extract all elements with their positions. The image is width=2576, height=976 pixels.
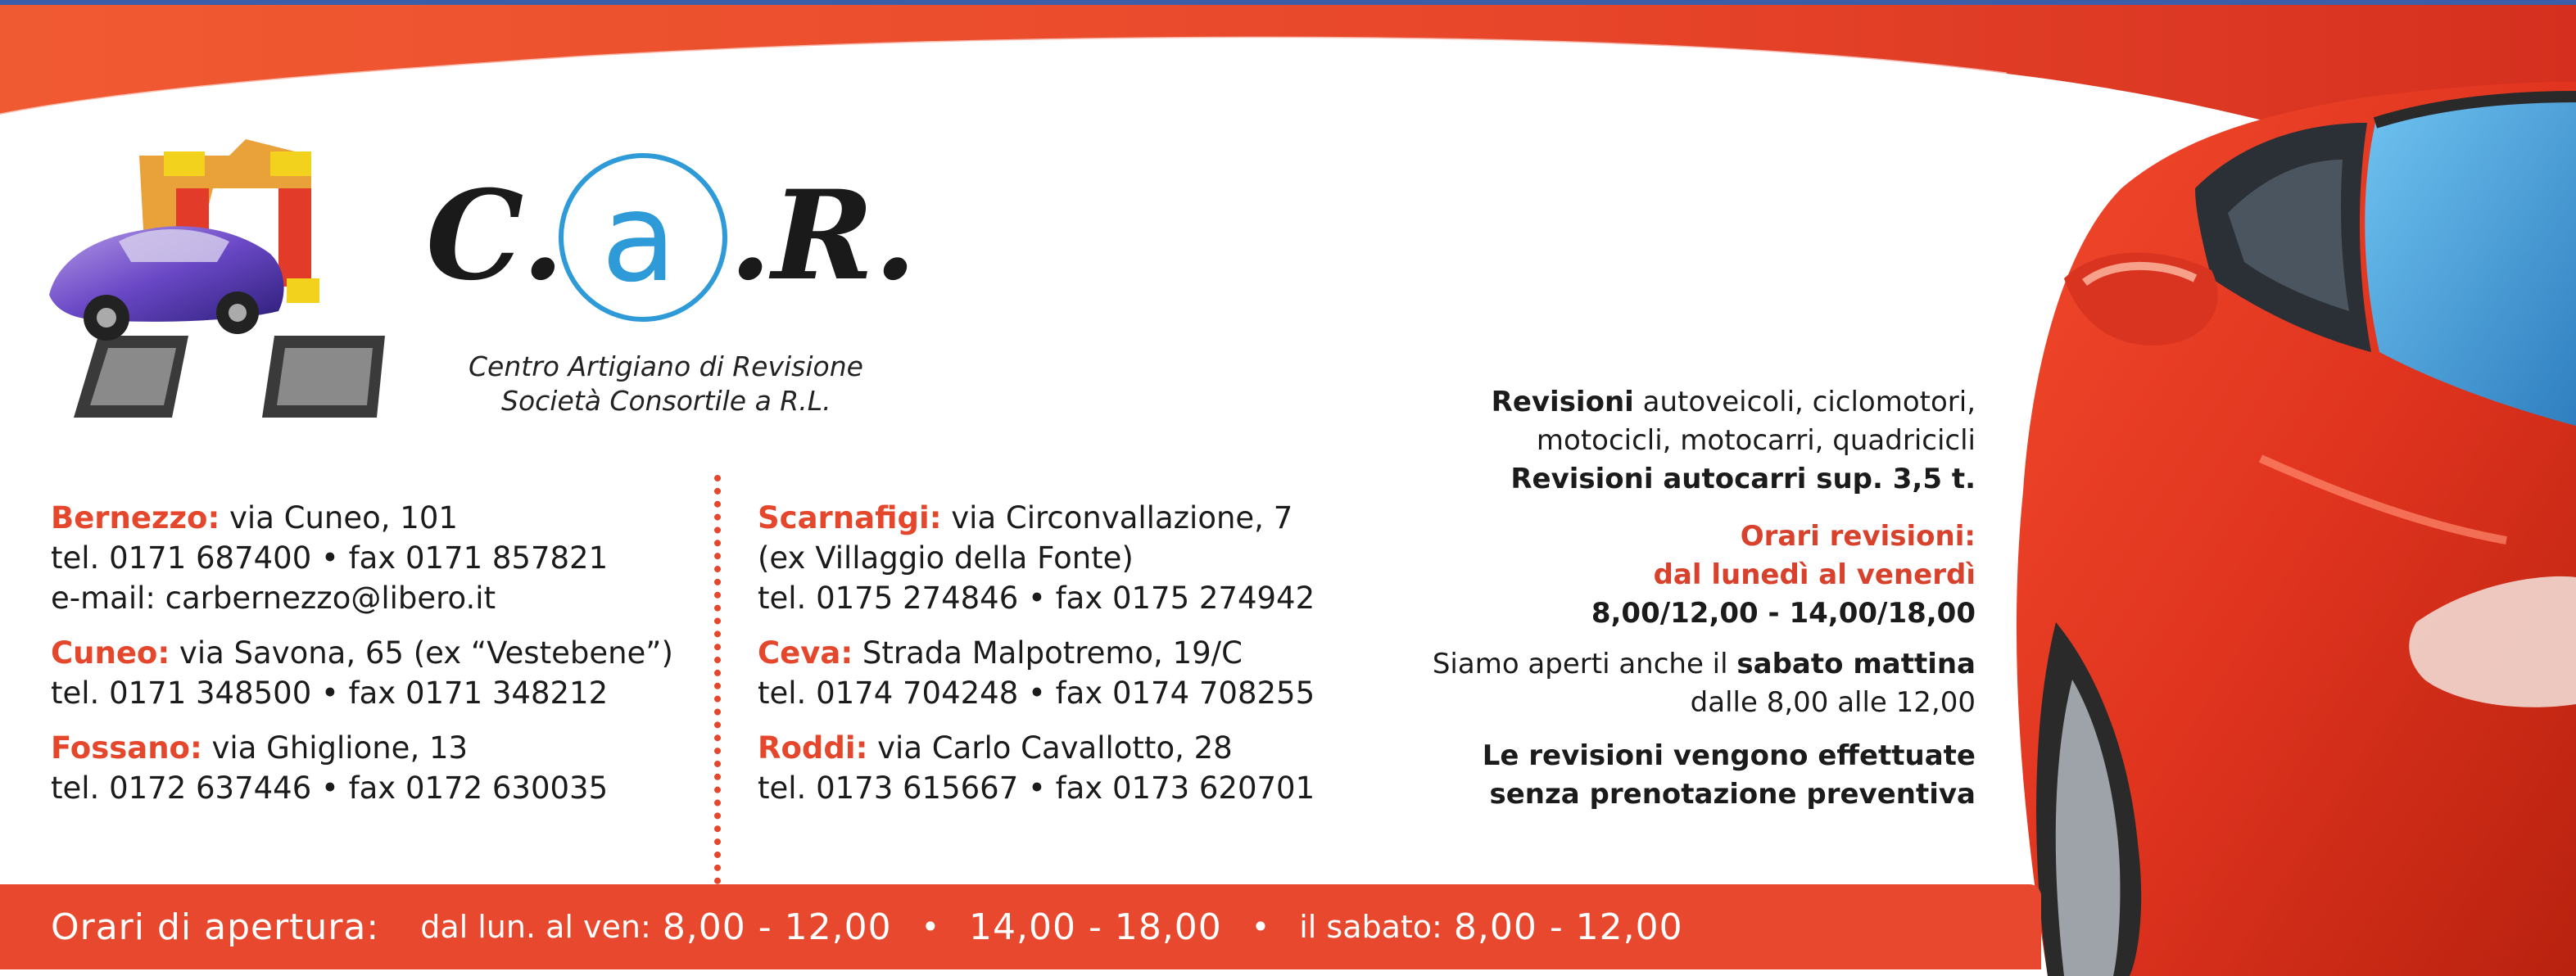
city-name: Roddi:: [758, 730, 868, 766]
hours-title: Orari revisioni:: [1740, 520, 1976, 553]
car-logo-icon: [41, 139, 393, 418]
city-name: Cuneo:: [51, 635, 170, 671]
tagline-line1: Centro Artigiano di Revisione: [469, 350, 863, 382]
phone-fax: tel. 0172 637446 • fax 0172 630035: [51, 770, 609, 806]
logo-r: .R.: [729, 164, 917, 308]
location-fossano: [51, 728, 673, 808]
weekday-label: dal lun. al ven:: [420, 909, 651, 945]
address: via Ghiglione, 13: [211, 730, 469, 766]
logo-a: a: [601, 167, 677, 310]
location-cuneo: [51, 633, 673, 713]
address-note: (ex Villaggio della Fonte): [758, 540, 1134, 576]
tagline-line2: Società Consortile a R.L.: [501, 385, 831, 417]
saturday-bold: sabato mattina: [1736, 648, 1976, 680]
logo-c: C.: [426, 164, 564, 308]
hours-block: [1140, 517, 1976, 633]
dotted-separator: [714, 475, 721, 884]
services-line3: Revisioni autocarri sup. 3,5 t.: [1510, 463, 1976, 495]
hours-times: 8,00/12,00 - 14,00/18,00: [1591, 597, 1976, 630]
city-name: Bernezzo:: [51, 500, 220, 535]
services-bold: Revisioni: [1491, 386, 1634, 418]
separator-dot: •: [921, 909, 940, 945]
note-block: [1140, 737, 1976, 814]
address: via Savona, 65 (ex “Vestebene”): [179, 635, 673, 671]
city-name: Fossano:: [51, 730, 202, 766]
phone-fax: tel. 0171 687400 • fax 0171 857821: [51, 540, 609, 576]
hours-days: dal lunedì al venerdì: [1653, 558, 1976, 591]
address: via Carlo Cavallotto, 28: [877, 730, 1233, 766]
saturday-hours: dalle 8,00 alle 12,00: [1690, 686, 1976, 719]
email: e-mail: carbernezzo@libero.it: [51, 581, 496, 616]
services-block: [1140, 383, 1976, 499]
weekday-morning: 8,00 - 12,00: [662, 906, 892, 948]
address: via Cuneo, 101: [229, 500, 458, 535]
saturday-times: 8,00 - 12,00: [1453, 906, 1683, 948]
services-rest: autoveicoli, ciclomotori,: [1642, 386, 1976, 418]
saturday-label: il sabato:: [1299, 909, 1442, 945]
red-car-image: [2017, 82, 2576, 976]
services-line2: motocicli, motocarri, quadricicli: [1536, 424, 1976, 457]
weekday-afternoon: 14,00 - 18,00: [969, 906, 1222, 948]
opening-hours-bar: [0, 884, 2041, 969]
phone-fax: tel. 0174 704248 • fax 0174 708255: [758, 676, 1315, 711]
brand-wordmark: [426, 139, 934, 352]
note-line1: Le revisioni vengono effettuate: [1482, 739, 1976, 772]
address: Strada Malpotremo, 19/C: [862, 635, 1243, 671]
location-bernezzo: [51, 498, 673, 618]
city-name: Ceva:: [758, 635, 853, 671]
phone-fax: tel. 0175 274846 • fax 0175 274942: [758, 581, 1315, 616]
opening-label: Orari di apertura:: [51, 906, 380, 948]
city-name: Scarnafigi:: [758, 500, 942, 535]
separator-dot: •: [1251, 909, 1270, 945]
address: via Circonvallazione, 7: [951, 500, 1293, 535]
phone-fax: tel. 0171 348500 • fax 0171 348212: [51, 676, 609, 711]
locations-column-left: [51, 498, 673, 823]
saturday-block: [1140, 645, 1976, 722]
note-line2: senza prenotazione preventiva: [1489, 778, 1976, 811]
saturday-pre: Siamo aperti anche il: [1432, 648, 1728, 680]
phone-fax: tel. 0173 615667 • fax 0173 620701: [758, 770, 1315, 806]
